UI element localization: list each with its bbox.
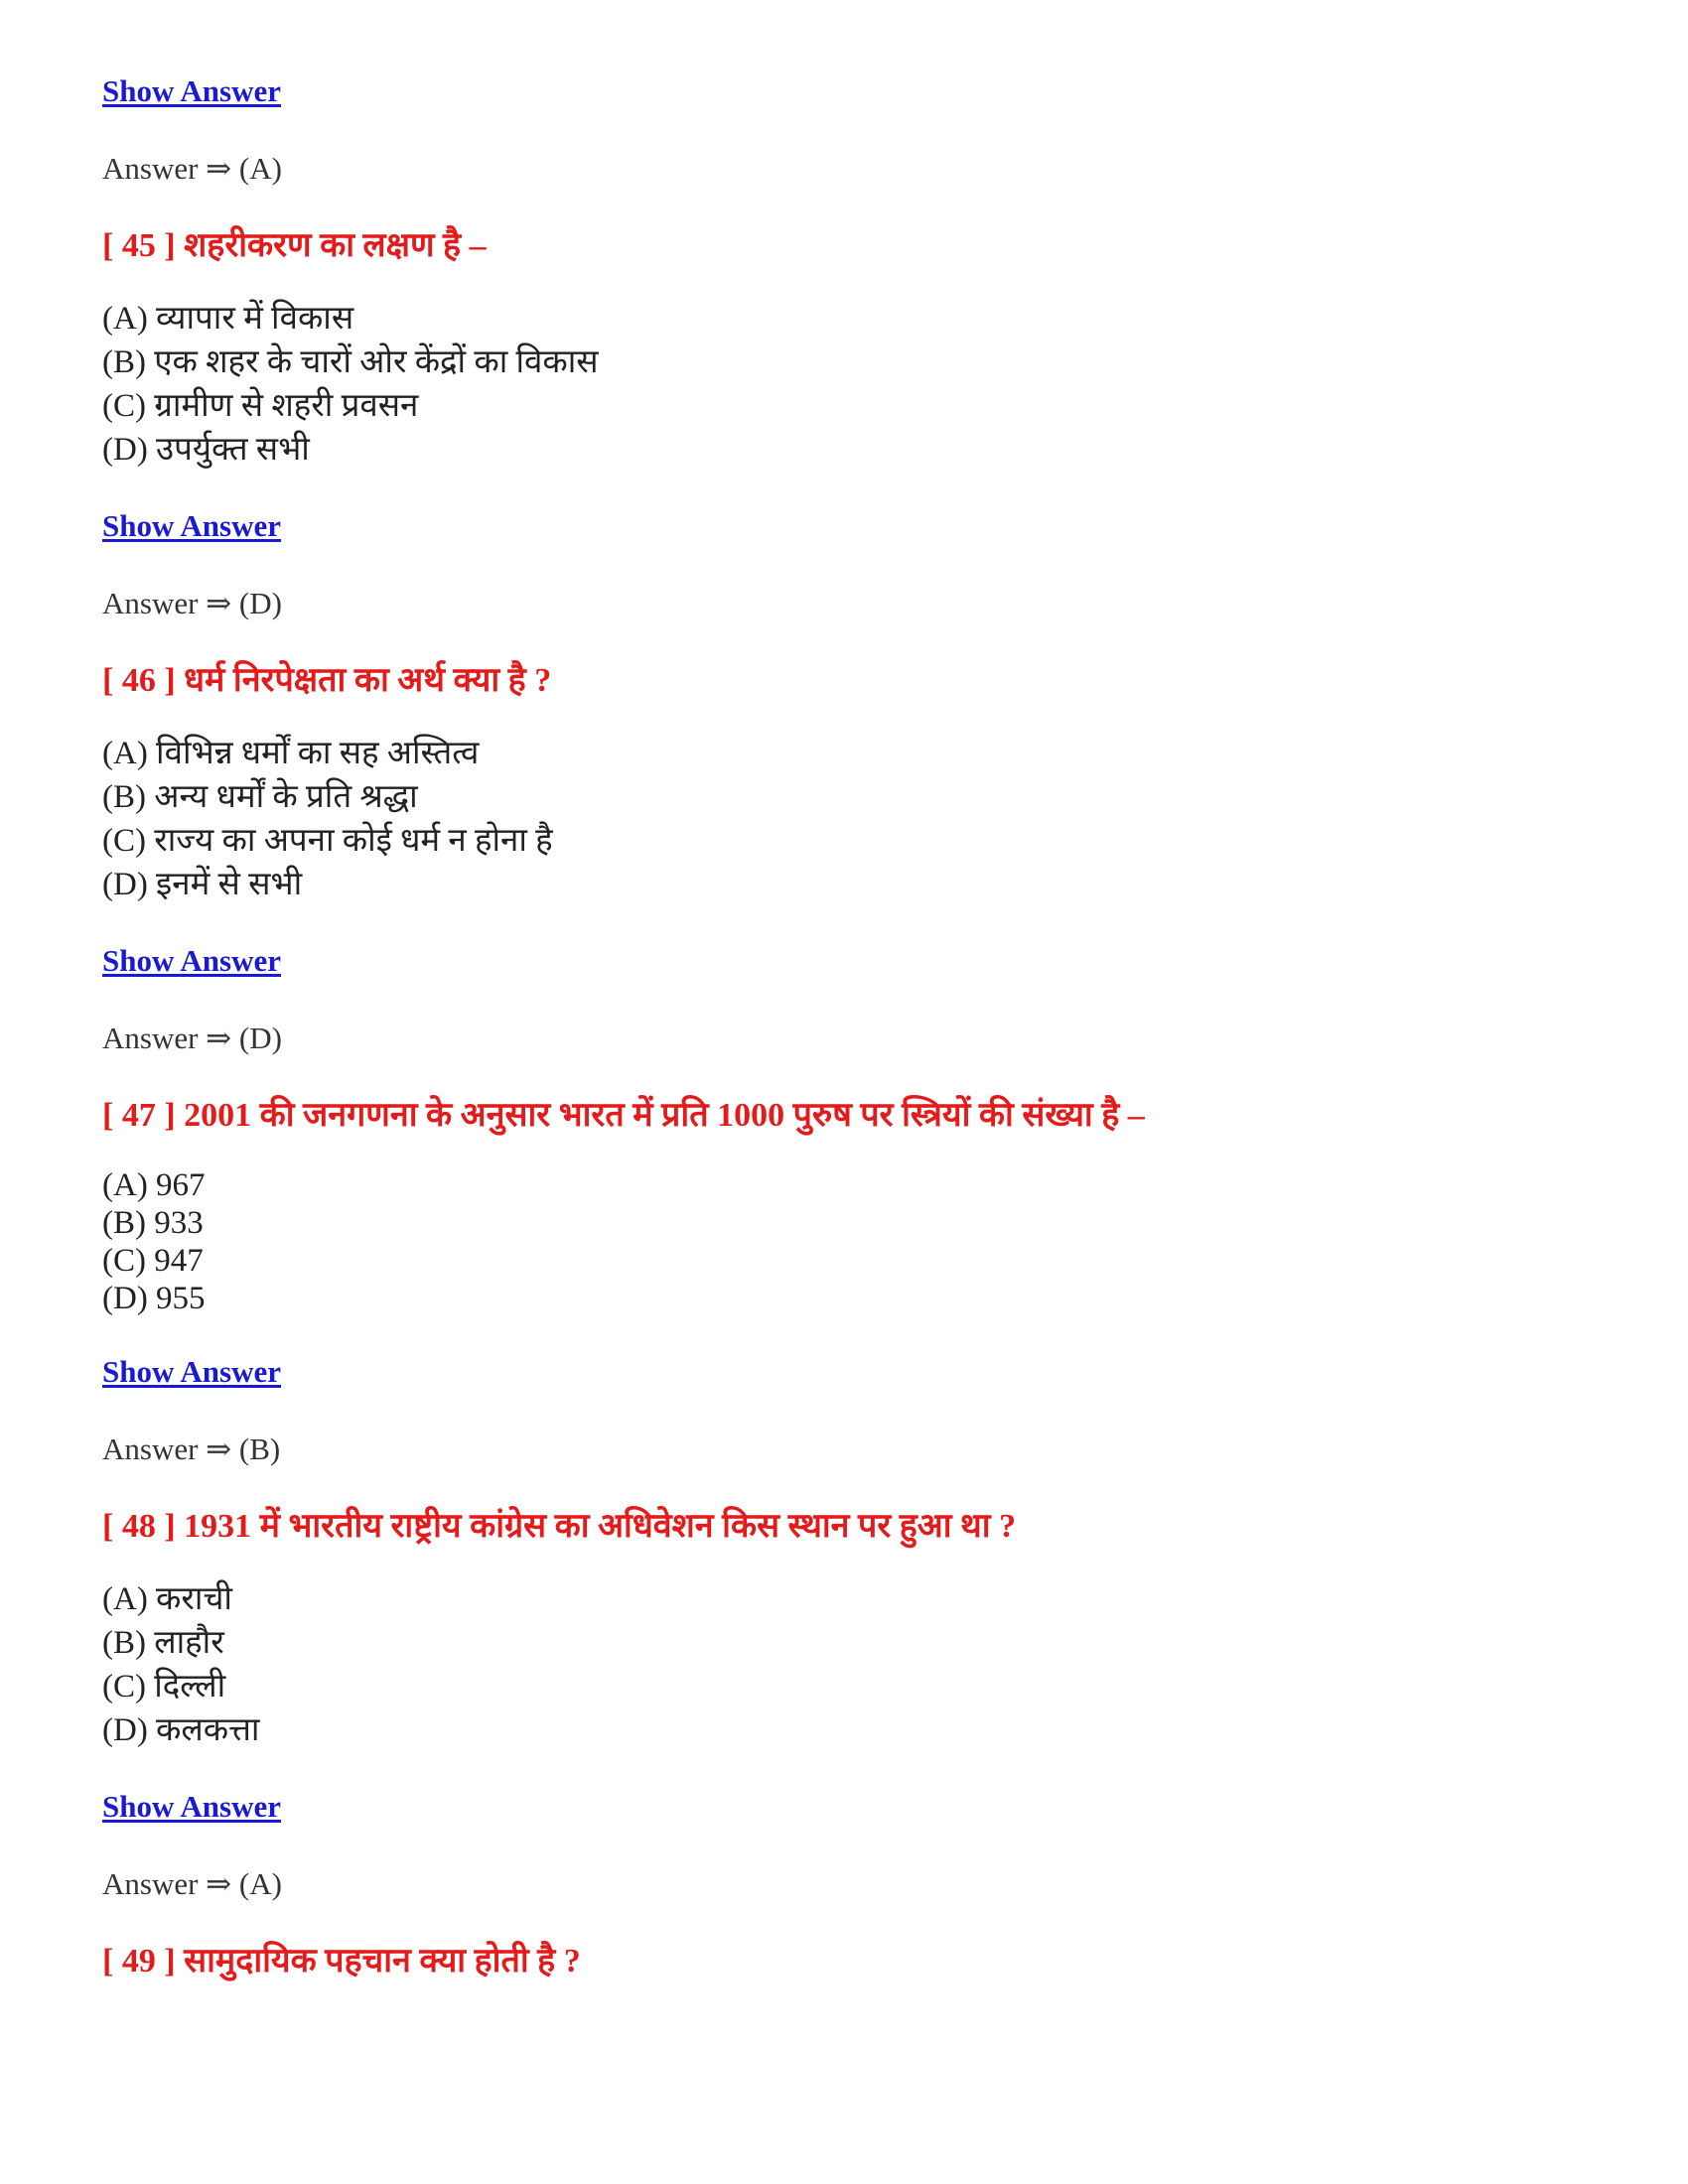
options-45 [102,297,1592,472]
option-c: (C) राज्य का अपना कोई धर्म न होना है [102,823,553,859]
option-d: (D) इनमें से सभी [102,867,303,902]
show-answer-link[interactable]: Show Answer [102,1789,282,1824]
option-a: (A) कराची [102,1581,232,1617]
option-c: (C) ग्रामीण से शहरी प्रवसन [102,388,419,424]
option-d: (D) कलकत्ता [102,1712,260,1748]
option-b: (B) 933 [102,1205,204,1241]
option-a: (A) व्यापार में विकास [102,301,354,337]
option-c: (C) 947 [102,1243,204,1279]
answer-text: Answer ⇒ (A) [102,1866,282,1901]
option-b: (B) एक शहर के चारों ओर केंद्रों का विकास [102,344,599,380]
option-b: (B) लाहौर [102,1625,224,1661]
option-a: (A) 967 [102,1167,206,1203]
option-d: (D) 955 [102,1281,206,1316]
show-answer-link[interactable]: Show Answer [102,73,282,108]
question-47: [ 47 ] 2001 की जनगणना के अनुसार भारत में प्रति 1000 पुरुष पर स्त्रियों की संख्या है – [102,1097,1145,1134]
question-46: [ 46 ] धर्म निरपेक्षता का अर्थ क्या है ? [102,662,552,699]
option-a: (A) विभिन्न धर्मों का सह अस्तित्व [102,736,480,771]
option-c: (C) दिल्ली [102,1669,226,1705]
show-answer-link[interactable]: Show Answer [102,1354,282,1389]
options-46 [102,732,1592,906]
options-47 [102,1166,1592,1317]
answer-text: Answer ⇒ (D) [102,1021,282,1055]
option-d: (D) उपर्युक्त सभी [102,432,310,468]
show-answer-link[interactable]: Show Answer [102,943,282,978]
quiz-page [102,69,1592,1984]
options-48 [102,1577,1592,1752]
option-b: (B) अन्य धर्मों के प्रति श्रद्धा [102,779,418,815]
answer-text: Answer ⇒ (D) [102,586,282,620]
question-48: [ 48 ] 1931 में भारतीय राष्ट्रीय कांग्रेस का अधिवेशन किस स्थान पर हुआ था ? [102,1508,1017,1545]
answer-text: Answer ⇒ (A) [102,151,282,186]
answer-text: Answer ⇒ (B) [102,1432,281,1466]
question-45: [ 45 ] शहरीकरण का लक्षण है – [102,227,487,264]
show-answer-link[interactable]: Show Answer [102,508,282,543]
question-49: [ 49 ] सामुदायिक पहचान क्या होती है ? [102,1943,581,1979]
